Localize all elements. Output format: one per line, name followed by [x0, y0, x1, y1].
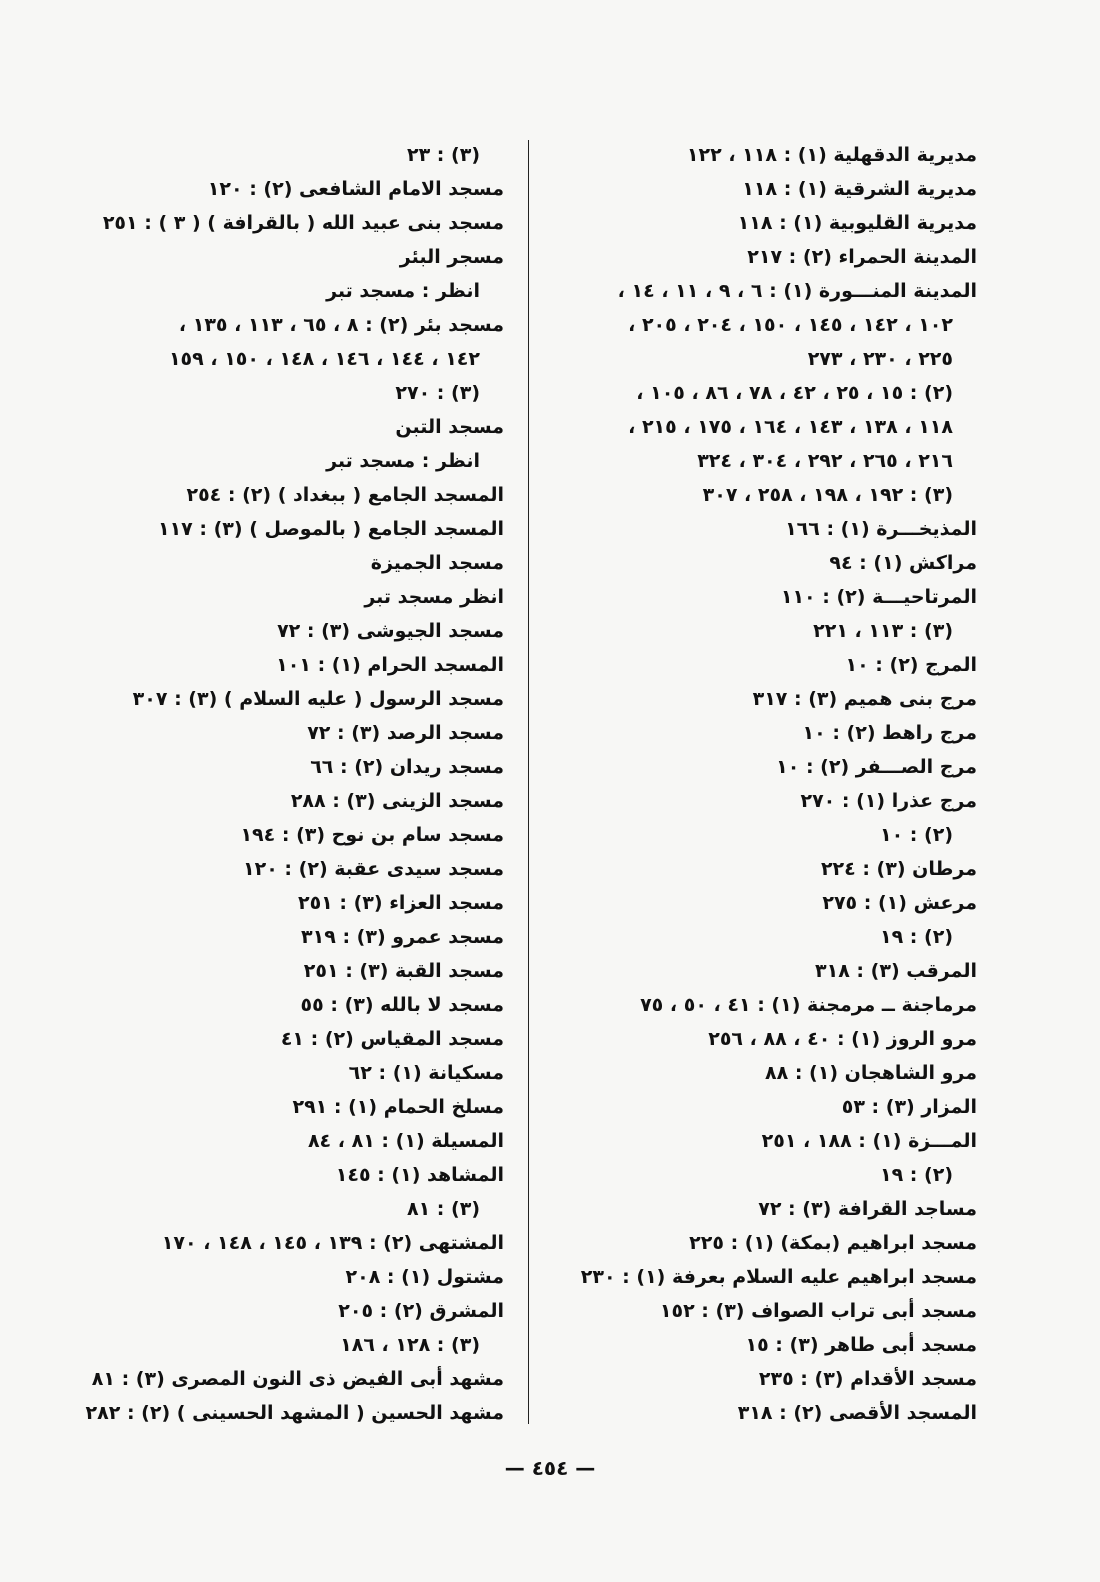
column-divider: [528, 140, 529, 1424]
index-entry: مديرية الدقهلية (١) : ١١٨ ، ١٢٢: [686, 144, 977, 166]
index-entry: المزار (٣) : ٥٣: [841, 1096, 977, 1118]
index-entry: المـــزة (١) : ١٨٨ ، ٢٥١: [761, 1130, 977, 1152]
index-entry: مرماجنة ــ مرمجنة (١) : ٤١ ، ٥٠ ، ٧٥: [640, 994, 977, 1016]
index-entry: انظر مسجد تبر: [364, 586, 504, 608]
index-entry: (٣) : ١٢٨ ، ١٨٦: [340, 1334, 480, 1356]
index-entry: مسجد بنى عبيد الله ( بالقرافة ) ( ٣ ) : ٢٥١: [102, 212, 504, 234]
index-entry: مسجد سام بن نوح (٣) : ١٩٤: [240, 824, 504, 846]
index-entry: مراكش (١) : ٩٤: [829, 552, 977, 574]
index-entry: مسجد ريدان (٢) : ٦٦: [310, 756, 504, 778]
index-entry: المسجد الجامع ( ببغداد ) (٢) : ٢٥٤: [186, 484, 504, 506]
index-entry: مرج بنى هميم (٣) : ٣١٧: [752, 688, 977, 710]
index-entry: المسجد الحرام (١) : ١٠١: [276, 654, 504, 676]
index-entry: مرو الروز (١) : ٤٠ ، ٨٨ ، ٢٥٦: [708, 1028, 977, 1050]
page-number: — ٤٥٤ —: [504, 1456, 596, 1480]
index-entry: ٢٢٥ ، ٢٣٠ ، ٢٧٣: [807, 348, 953, 370]
index-entry: المرج (٢) : ١٠: [845, 654, 977, 676]
index-entry: مسجد أبى طاهر (٣) : ١٥: [745, 1334, 977, 1356]
index-entry: مسجد المقياس (٢) : ٤١: [280, 1028, 504, 1050]
index-entry: مساجد القرافة (٣) : ٧٢: [758, 1198, 977, 1220]
index-entry: ٢١٦ ، ٢٦٥ ، ٢٩٢ ، ٣٠٤ ، ٣٢٤: [697, 450, 953, 472]
index-entry: المدينة الحمراء (٢) : ٢١٧: [747, 246, 977, 268]
index-entry: مرو الشاهجان (١) : ٨٨: [765, 1062, 977, 1084]
index-entry: المسجد الجامع ( بالموصل ) (٣) : ١١٧: [157, 518, 504, 540]
index-entry: مشهد الحسين ( المشهد الحسينى ) (٢) : ٢٨٢: [85, 1402, 504, 1424]
index-entry: مسجد سيدى عقبة (٢) : ١٢٠: [243, 858, 504, 880]
index-entry: مرج راهط (٢) : ١٠: [802, 722, 977, 744]
index-entry: انظر : مسجد تبر: [326, 450, 480, 472]
index-entry: مسلخ الحمام (١) : ٢٩١: [292, 1096, 504, 1118]
index-entry: مسجد أبى تراب الصواف (٣) : ١٥٢: [659, 1300, 977, 1322]
index-entry: مسجر البئر: [399, 246, 504, 268]
index-entry: المرقب (٣) : ٣١٨: [815, 960, 977, 982]
index-entry: المذيخـــرة (١) : ١٦٦: [785, 518, 977, 540]
index-entry: مسجد ابراهيم عليه السلام بعرفة (١) : ٢٣٠: [580, 1266, 977, 1288]
index-entry: (٢) : ١٩: [879, 1164, 953, 1186]
index-entry: المشرق (٢) : ٢٠٥: [338, 1300, 504, 1322]
index-entry: مسجد العزاء (٣) : ٢٥١: [297, 892, 504, 914]
index-entry: المدينة المنـــورة (١) : ٦ ، ٩ ، ١١ ، ١٤ ،: [617, 280, 977, 302]
index-entry: المشتهى (٢) : ١٣٩ ، ١٤٥ ، ١٤٨ ، ١٧٠: [161, 1232, 504, 1254]
index-entry: مسجد الجيوشى (٣) : ٧٢: [277, 620, 504, 642]
index-entry: مسجد الجميزة: [370, 552, 504, 574]
index-entry: مسجد التبن: [395, 416, 504, 438]
index-entry: ١٠٢ ، ١٤٢ ، ١٤٥ ، ١٥٠ ، ٢٠٤ ، ٢٠٥ ،: [628, 314, 953, 336]
index-entry: المسيلة (١) : ٨١ ، ٨٤: [307, 1130, 504, 1152]
index-entry: (٣) : ٢٧٠: [395, 382, 480, 404]
index-entry: مسجد ابراهيم (بمكة) (١) : ٢٢٥: [689, 1232, 977, 1254]
index-entry: مرعش (١) : ٢٧٥: [822, 892, 977, 914]
index-entry: مسجد عمرو (٣) : ٣١٩: [301, 926, 504, 948]
index-entry: مسجد الأقدام (٣) : ٢٣٥: [758, 1368, 977, 1390]
index-entry: المشاهد (١) : ١٤٥: [335, 1164, 504, 1186]
index-entry: (٢) : ١٠: [879, 824, 953, 846]
index-entry: مسجد الزينى (٣) : ٢٨٨: [290, 790, 504, 812]
index-entry: مسجد الامام الشافعى (٢) : ١٢٠: [207, 178, 504, 200]
index-entry: (٢) : ١٩: [879, 926, 953, 948]
index-entry: مشتول (١) : ٢٠٨: [345, 1266, 504, 1288]
index-entry: مسجد الرصد (٣) : ٧٢: [307, 722, 504, 744]
index-column-right: [547, 138, 977, 1430]
index-entry: مديرية الشرقية (١) : ١١٨: [742, 178, 977, 200]
index-entry: ١١٨ ، ١٣٨ ، ١٤٣ ، ١٦٤ ، ١٧٥ ، ٢١٥ ،: [628, 416, 953, 438]
index-entry: انظر : مسجد تبر: [326, 280, 480, 302]
index-column-left: [60, 138, 504, 1430]
index-entry: (٣) : ٨١: [406, 1198, 480, 1220]
index-entry: مسجد القبة (٣) : ٢٥١: [303, 960, 504, 982]
index-entry: المسجد الأقصى (٢) : ٣١٨: [737, 1402, 977, 1424]
index-entry: مسجد لا بالله (٣) : ٥٥: [300, 994, 504, 1016]
index-entry: (٣) : ١٩٢ ، ١٩٨ ، ٢٥٨ ، ٣٠٧: [702, 484, 953, 506]
index-entry: (٣) : ٢٣: [406, 144, 480, 166]
index-entry: مسجد الرسول ( عليه السلام ) (٣) : ٣٠٧: [132, 688, 504, 710]
index-entry: ١٤٢ ، ١٤٤ ، ١٤٦ ، ١٤٨ ، ١٥٠ ، ١٥٩: [168, 348, 480, 370]
index-entry: (٢) : ١٥ ، ٢٥ ، ٤٢ ، ٧٨ ، ٨٦ ، ١٠٥ ،: [636, 382, 953, 404]
index-entry: مسكيانة (١) : ٦٢: [348, 1062, 504, 1084]
index-entry: مسجد بئر (٢) : ٨ ، ٦٥ ، ١١٣ ، ١٣٥ ،: [178, 314, 504, 336]
index-entry: مرج الصـــفر (٢) : ١٠: [776, 756, 977, 778]
index-entry: مشهد أبى الفيض ذى النون المصرى (٣) : ٨١: [91, 1368, 504, 1390]
index-entry: مرطان (٣) : ٢٢٤: [820, 858, 977, 880]
index-entry: مرج عذرا (١) : ٢٧٠: [800, 790, 977, 812]
index-entry: المرتاحيـــة (٢) : ١١٠: [780, 586, 977, 608]
index-entry: مديرية القليوبية (١) : ١١٨: [737, 212, 977, 234]
index-entry: (٣) : ١١٣ ، ٢٢١: [813, 620, 953, 642]
